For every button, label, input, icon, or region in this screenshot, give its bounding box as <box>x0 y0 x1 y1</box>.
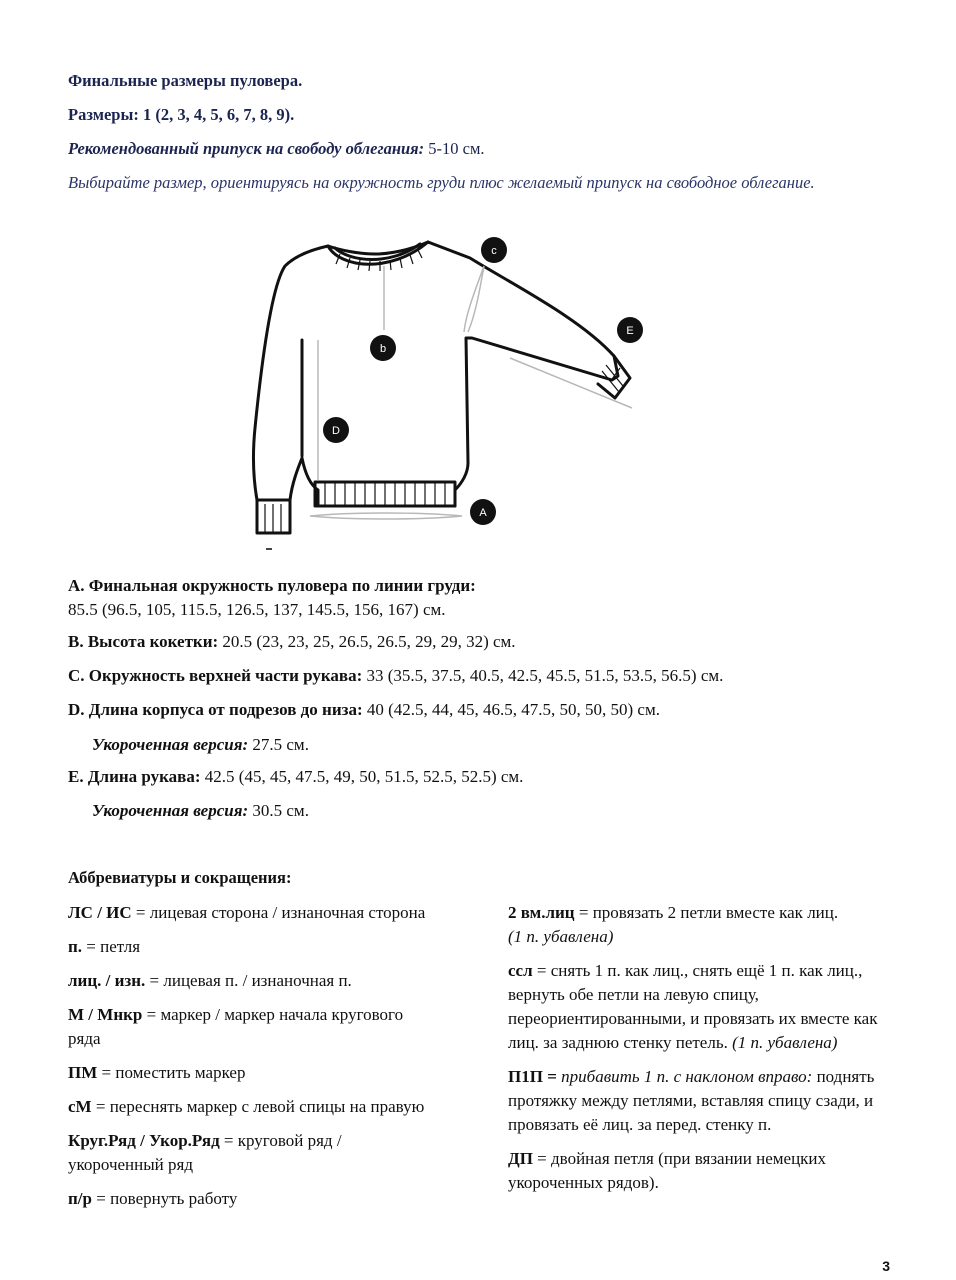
measurement-d-value: 40 (42.5, 44, 45, 46.5, 47.5, 50, 50, 50) см. <box>366 700 660 719</box>
sizes-value: 1 (2, 3, 4, 5, 6, 7, 8, 9). <box>142 105 295 124</box>
measurement-e-label: E. Длина рукава: <box>68 767 201 786</box>
measurement-a-value: 85.5 (96.5, 105, 115.5, 126.5, 137, 145.5, 156, 167) см. <box>68 600 446 619</box>
marker-a <box>470 499 496 525</box>
guide-e <box>510 358 632 408</box>
abbr-entry: ПМ = поместить маркер <box>68 1063 246 1082</box>
stray-mark <box>266 548 272 550</box>
abbreviations-left-column <box>68 901 428 1221</box>
measurement-a-label: A. Финальная окружность пуловера по линии груди: <box>68 576 476 595</box>
marker-d-label: D <box>332 425 340 437</box>
marker-b <box>370 335 396 361</box>
abbreviations-title: Аббревиатуры и сокращения: <box>68 868 292 887</box>
section-title: Финальные размеры пуловера. <box>68 71 303 90</box>
ease-value: 5-10 см. <box>428 139 485 158</box>
measurement-b-label: B. Высота кокетки: <box>68 632 219 651</box>
measurement-d-short-value: 27.5 см. <box>252 735 309 754</box>
guide-c <box>464 266 484 332</box>
measurement-d <box>68 698 928 722</box>
abbr-entry: лиц. / изн. = лицевая п. / изнаночная п. <box>68 971 352 990</box>
measurement-d-label: D. Длина корпуса от подрезов до низа: <box>68 700 363 719</box>
marker-e-label: E <box>626 325 634 337</box>
ease-label: Рекомендованный припуск на свободу облегания: <box>68 139 425 158</box>
marker-c-label: c <box>491 245 497 257</box>
ease-line <box>68 138 485 160</box>
marker-c <box>481 237 507 263</box>
measurement-b <box>68 630 928 654</box>
measurement-a <box>68 574 928 622</box>
measurement-e-short <box>92 799 309 823</box>
measurement-e <box>68 765 928 789</box>
measurement-d-short <box>92 733 309 757</box>
abbr-entry: Круг.Ряд / Укор.Ряд = круговой ряд / укороченный ряд <box>68 1131 342 1174</box>
abbr-entry: ссл = снять 1 п. как лиц., снять ещё 1 п. как лиц., вернуть обе петли на левую спицу, переориентированными, и провязать их вместе как лиц. за заднюю стенку петель. (1 п. убавлена) <box>508 961 878 1052</box>
sweater-schematic <box>240 228 680 558</box>
marker-e <box>617 317 643 343</box>
sizes-line <box>68 104 294 126</box>
measurement-e-short-value: 30.5 см. <box>252 801 309 820</box>
abbr-entry: М / Мнкр = маркер / маркер начала кругового ряда <box>68 1005 404 1048</box>
sizes-label: Размеры: <box>68 105 139 124</box>
choose-size-note: Выбирайте размер, ориентируясь на окружность груди плюс желаемый припуск на свободное облегание. <box>68 173 815 192</box>
measurement-b-value: 20.5 (23, 23, 25, 26.5, 26.5, 29, 29, 32) см. <box>222 632 516 651</box>
marker-a-label: A <box>479 507 487 519</box>
measurement-d-short-label: Укороченная версия: <box>92 735 249 754</box>
sweater-body-outline <box>254 242 618 506</box>
abbr-entry: п/р = повернуть работу <box>68 1189 238 1208</box>
page-number: 3 <box>882 1258 890 1274</box>
abbr-entry: П1П = прибавить 1 п. с наклоном вправо: поднять протяжку между петлями, вставляя спицу сзади, и провязать её лиц. за перед. стенку п. <box>508 1067 875 1134</box>
measurement-c-value: 33 (35.5, 37.5, 40.5, 42.5, 45.5, 51.5, 53.5, 56.5) см. <box>366 666 724 685</box>
abbr-entry: сМ = переснять маркер с левой спицы на правую <box>68 1097 425 1116</box>
abbr-entry: ДП = двойная петля (при вязании немецких укороченных рядов). <box>508 1149 827 1192</box>
marker-d <box>323 417 349 443</box>
abbr-entry: п. = петля <box>68 937 141 956</box>
marker-b-label: b <box>379 343 387 355</box>
measurement-c-label: C. Окружность верхней части рукава: <box>68 666 363 685</box>
abbreviations-right-column <box>508 901 888 1205</box>
abbr-entry: ЛС / ИС = лицевая сторона / изнаночная сторона <box>68 903 426 922</box>
abbr-entry: 2 вм.лиц = провязать 2 петли вместе как лиц. (1 п. убавлена) <box>508 903 839 946</box>
measurement-e-short-label: Укороченная версия: <box>92 801 249 820</box>
guide-a <box>310 513 462 519</box>
measurement-c <box>68 664 928 688</box>
measurement-e-value: 42.5 (45, 45, 47.5, 49, 50, 51.5, 52.5, 52.5) см. <box>204 767 524 786</box>
